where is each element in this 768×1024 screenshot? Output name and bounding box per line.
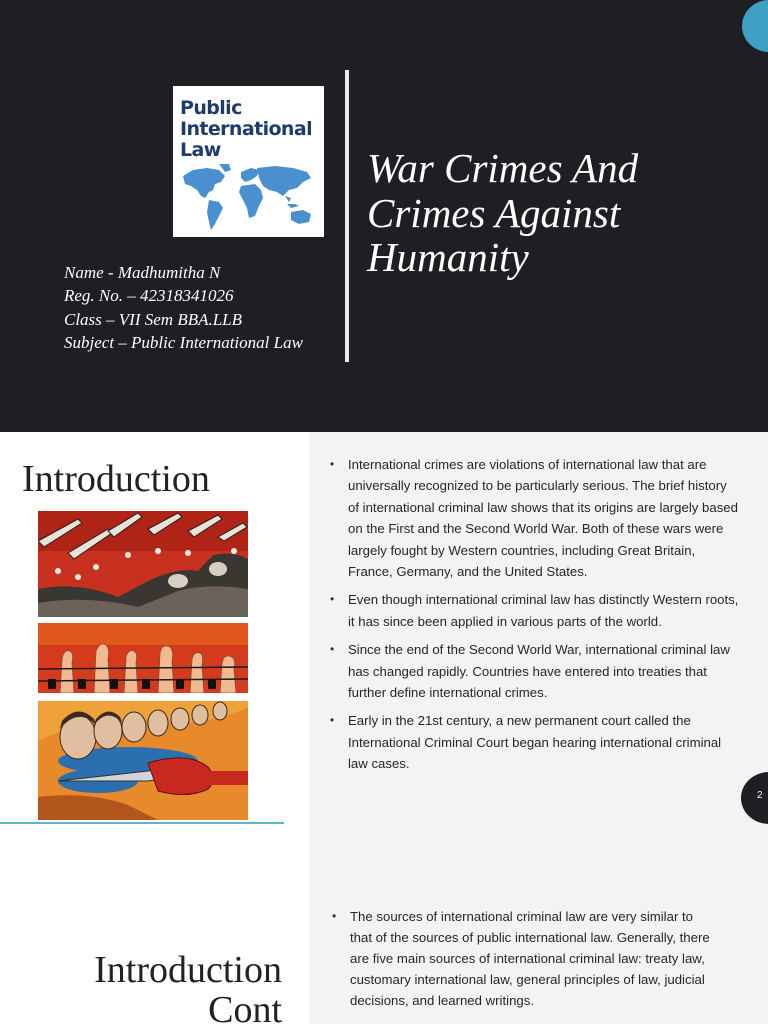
logo-line-3: Law [180,139,221,161]
logo-text [180,98,312,161]
name-line: Name - Madhumitha N [64,263,221,282]
sources-bullet-list [332,906,712,1011]
bullet-item: • Since the end of the Second World War, international criminal law has changed rapidly. Countries have entered into treaties that further define international crimes. [330,639,740,703]
intro-bullet-list [330,454,740,782]
heading-line-2: Cont [208,989,282,1024]
introduction-slide [0,432,768,864]
reg-no-line: Reg. No. – 42318341026 [64,286,234,306]
slide-heading [20,950,282,1024]
bullet-item: • International crimes are violations of international law that are universally recognized to be particularly serious. The brief history of international criminal law shows that its origins are largely based on the First and the Second World War. Both of these wars were largely fought by Western countries, including Great Britain, France, Germany, and the United States. [330,454,740,582]
raised-hands-image [38,623,248,693]
student-info [64,261,303,354]
title-line-1: War Crimes And [367,145,639,191]
introduction-cont-slide [0,864,768,1024]
presentation-title [367,146,687,280]
accent-underline [0,822,284,824]
slide-heading: Introduction [22,458,210,500]
vertical-divider [345,70,349,362]
title-line-2: Crimes Against [367,189,621,236]
corner-accent-circle [742,0,768,52]
world-map-icon [179,162,319,234]
bullet-item: • The sources of international criminal law are very similar to that of the sources of public international law. Generally, there are five main sources of international criminal law: treaty law, customary international law, general principles of law, judicial decisions, and learned writings. [332,906,712,1011]
war-bombers-image [38,511,248,617]
logo-line-2: International [180,118,312,140]
bullet-item: • Even though international criminal law has distinctly Western roots, it has since been applied in various parts of the world. [330,589,740,632]
bullet-item: • Early in the 21st century, a new permanent court called the International Criminal Court began hearing international criminal law cases. [330,710,740,774]
soldier-crowd-image [38,701,248,820]
class-line: Class – VII Sem BBA.LLB [64,309,243,329]
subject-line: Subject – Public International Law [64,332,303,352]
title-slide [0,0,768,432]
title-line-3: Humanity [367,234,529,280]
logo-line-1: Public [180,97,242,119]
public-international-law-logo [173,86,324,237]
heading-line-1: Introduction [94,949,282,991]
page-number: 2 [757,790,763,801]
